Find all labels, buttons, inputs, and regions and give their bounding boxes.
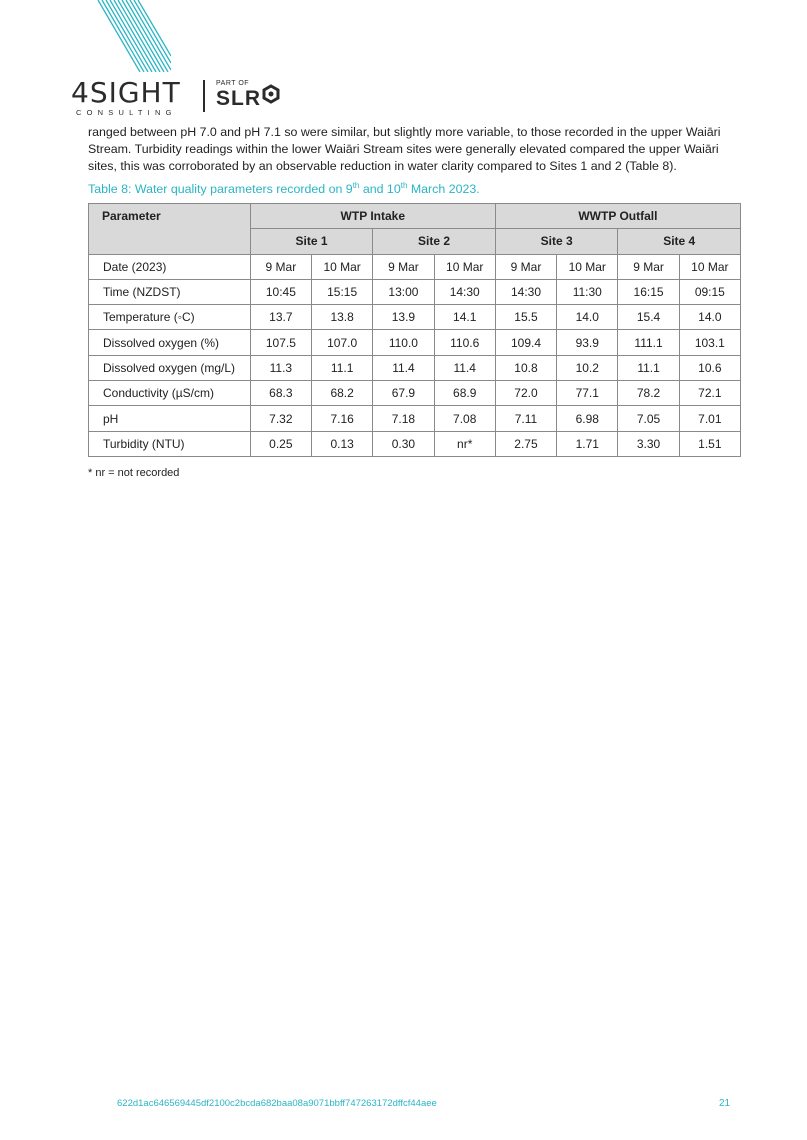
- table-cell: 0.30: [373, 431, 434, 456]
- table-row: [89, 355, 741, 380]
- table-cell: 9 Mar: [495, 254, 556, 279]
- table-cell: 14.1: [434, 305, 495, 330]
- table-cell: 109.4: [495, 330, 556, 355]
- table-cell: 110.6: [434, 330, 495, 355]
- table-cell: 10.8: [495, 355, 556, 380]
- site-header-1: Site 1: [250, 229, 373, 254]
- table-row: [89, 406, 741, 431]
- caption-text-end: March 2023.: [407, 182, 480, 197]
- table-cell: 14:30: [495, 279, 556, 304]
- table-cell: 16:15: [618, 279, 679, 304]
- site-header-4: Site 4: [618, 229, 741, 254]
- table-cell: 13:00: [373, 279, 434, 304]
- row-label: pH: [89, 406, 251, 431]
- table-cell: 7.08: [434, 406, 495, 431]
- table-footnote: * nr = not recorded: [88, 467, 180, 479]
- table-cell: 15.5: [495, 305, 556, 330]
- table-cell: nr*: [434, 431, 495, 456]
- table-cell: 11.4: [434, 355, 495, 380]
- caption-superscript-2: th: [400, 181, 408, 190]
- table-cell: 3.30: [618, 431, 679, 456]
- table-cell: 7.01: [679, 406, 740, 431]
- caption-superscript-1: th: [352, 181, 360, 190]
- table-cell: 111.1: [618, 330, 679, 355]
- table-cell: 7.32: [250, 406, 311, 431]
- logo-divider: [203, 80, 205, 112]
- table-cell: 67.9: [373, 381, 434, 406]
- table-cell: 13.8: [312, 305, 373, 330]
- table-header-row-groups: [89, 204, 741, 229]
- table-caption: [88, 181, 748, 196]
- table-cell: 10 Mar: [557, 254, 618, 279]
- water-quality-table: [88, 203, 741, 457]
- table-cell: 13.7: [250, 305, 311, 330]
- table-cell: 2.75: [495, 431, 556, 456]
- row-label: Turbidity (NTU): [89, 431, 251, 456]
- table-cell: 11.3: [250, 355, 311, 380]
- caption-text-start: Table 8: Water quality parameters recorded on 9: [88, 182, 353, 197]
- table-cell: 7.05: [618, 406, 679, 431]
- table-cell: 0.13: [312, 431, 373, 456]
- row-label: Date (2023): [89, 254, 251, 279]
- table-cell: 6.98: [557, 406, 618, 431]
- table-cell: 10.2: [557, 355, 618, 380]
- table-row: [89, 381, 741, 406]
- group-header-wwtp-outfall: WWTP Outfall: [495, 204, 740, 229]
- table-cell: 14:30: [434, 279, 495, 304]
- logo-part-of: PART OF: [216, 80, 250, 87]
- table-cell: 13.9: [373, 305, 434, 330]
- table-cell: 72.1: [679, 381, 740, 406]
- table-cell: 103.1: [679, 330, 740, 355]
- table-cell: 15.4: [618, 305, 679, 330]
- table-cell: 10 Mar: [312, 254, 373, 279]
- site-header-3: Site 3: [495, 229, 618, 254]
- table-row: [89, 305, 741, 330]
- body-paragraph: ranged between pH 7.0 and pH 7.1 so were similar, but slightly more variable, to those recorded in the upper Waiāri Stream. Turbidity readings within the lower Waiāri Stream sites were generally elevated compared the upper Waiāri sites, this was corroborated by an observable reduction in water clarity compared to Sites 1 and 2 (Table 8).: [88, 125, 721, 173]
- row-label: Temperature (◦C): [89, 305, 251, 330]
- table-cell: 7.11: [495, 406, 556, 431]
- table-cell: 15:15: [312, 279, 373, 304]
- table-cell: 10.6: [679, 355, 740, 380]
- table-cell: 9 Mar: [618, 254, 679, 279]
- company-logo: [71, 78, 311, 118]
- row-label: Dissolved oxygen (mg/L): [89, 355, 251, 380]
- table-cell: 0.25: [250, 431, 311, 456]
- table-cell: 10 Mar: [679, 254, 740, 279]
- parameter-header: Parameter: [89, 204, 251, 255]
- table-cell: 10:45: [250, 279, 311, 304]
- footer-document-id: 622d1ac646569445df2100c2bcda682baa08a9071bbff747263172dffcf44aee: [117, 1098, 437, 1109]
- table-cell: 1.51: [679, 431, 740, 456]
- table-cell: 93.9: [557, 330, 618, 355]
- table-cell: 11.4: [373, 355, 434, 380]
- footer-page-number: 21: [719, 1098, 731, 1109]
- caption-text-middle: and 10: [359, 182, 401, 197]
- row-label: Conductivity (µS/cm): [89, 381, 251, 406]
- group-header-wtp-intake: WTP Intake: [250, 204, 495, 229]
- table-cell: 68.9: [434, 381, 495, 406]
- table-cell: 1.71: [557, 431, 618, 456]
- table-cell: 14.0: [679, 305, 740, 330]
- table-cell: 14.0: [557, 305, 618, 330]
- table-body: [89, 254, 741, 456]
- table-row: [89, 431, 741, 456]
- table-row: [89, 254, 741, 279]
- table-cell: 7.16: [312, 406, 373, 431]
- row-label: Time (NZDST): [89, 279, 251, 304]
- decorative-stripes-graphic: [96, 0, 171, 72]
- logo-name: 4SIGHT: [71, 76, 181, 109]
- table-row: [89, 279, 741, 304]
- table-cell: 11.1: [312, 355, 373, 380]
- table-row: [89, 330, 741, 355]
- table-cell: 107.0: [312, 330, 373, 355]
- slr-mark-icon: [261, 84, 281, 104]
- partner-logo-name: SLR: [216, 87, 261, 110]
- row-label: Dissolved oxygen (%): [89, 330, 251, 355]
- table-cell: 09:15: [679, 279, 740, 304]
- table-cell: 110.0: [373, 330, 434, 355]
- table-cell: 9 Mar: [373, 254, 434, 279]
- site-header-2: Site 2: [373, 229, 496, 254]
- logo-subtitle: CONSULTING: [76, 108, 177, 117]
- table-cell: 78.2: [618, 381, 679, 406]
- table-cell: 72.0: [495, 381, 556, 406]
- table-cell: 11.1: [618, 355, 679, 380]
- table-cell: 107.5: [250, 330, 311, 355]
- table-cell: 68.3: [250, 381, 311, 406]
- table-cell: 7.18: [373, 406, 434, 431]
- table-cell: 10 Mar: [434, 254, 495, 279]
- table-cell: 9 Mar: [250, 254, 311, 279]
- table-cell: 77.1: [557, 381, 618, 406]
- table-cell: 11:30: [557, 279, 618, 304]
- table-cell: 68.2: [312, 381, 373, 406]
